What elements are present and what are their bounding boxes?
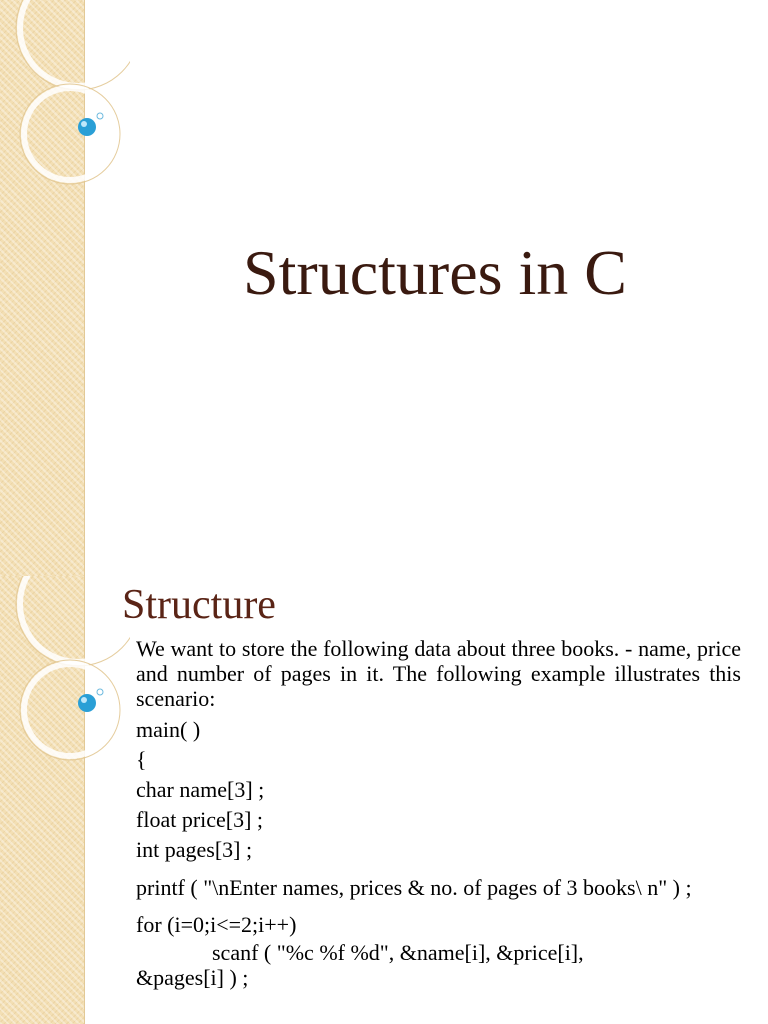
code-main: main( ): [136, 717, 201, 742]
bead-icon: [78, 118, 96, 136]
slide-heading: Structure: [122, 582, 276, 628]
code-brace-open: {: [136, 747, 147, 772]
circle-ring-decoration: [0, 576, 130, 776]
bead-icon: [78, 694, 96, 712]
slide-body: [136, 636, 741, 990]
slide-title: Structures in C: [243, 237, 627, 308]
code-decl-price: float price[3] ;: [136, 807, 264, 832]
code-scanf-2: &pages[i] ) ;: [136, 965, 249, 990]
code-decl-pages: int pages[3] ;: [136, 837, 253, 862]
code-scanf-1: scanf ( "%c %f %d", &name[i], &price[i],: [212, 940, 584, 965]
content-slide: [0, 576, 768, 1024]
code-decl-name: char name[3] ;: [136, 777, 265, 802]
intro-paragraph: We want to store the following data about three books. - name, price and number of pages in it. The following example illustrates this scenario:: [136, 636, 741, 711]
code-printf: printf ( "\nEnter names, prices & no. of pages of 3 books\ n" ) ;: [136, 875, 692, 900]
code-for: for (i=0;i<=2;i++): [136, 912, 297, 937]
circle-ring-decoration: [0, 0, 130, 200]
